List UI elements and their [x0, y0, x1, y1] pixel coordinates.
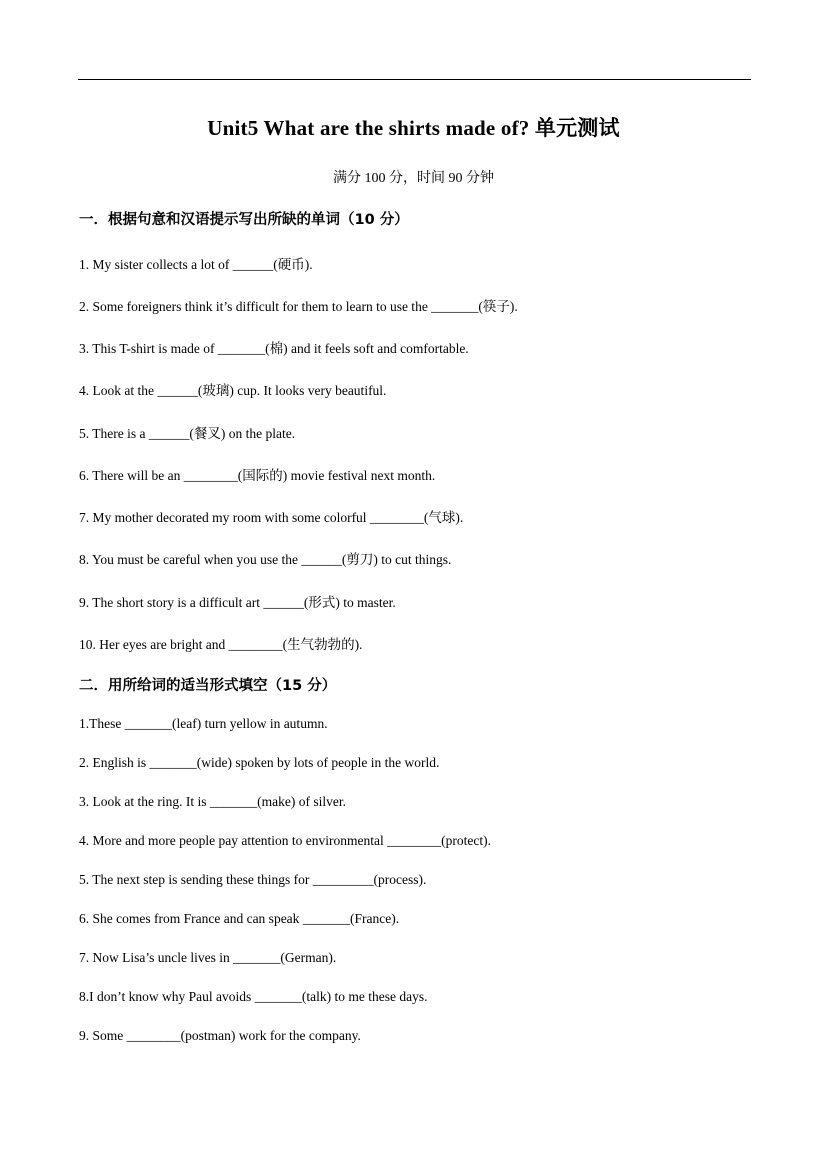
- section-2-item: 8.I don’t know why Paul avoids _______(talk) to me these days.: [79, 989, 428, 1004]
- section-2-heading: 二．用所给词的适当形式填空（15 分）: [79, 678, 337, 694]
- section-1-item: 1. My sister collects a lot of ______(硬币).: [79, 257, 313, 272]
- section-1-heading: 一．根据句意和汉语提示写出所缺的单词（10 分）: [79, 212, 409, 228]
- section-1-item: 5. There is a ______(餐叉) on the plate.: [79, 426, 296, 441]
- section-1-item: 9. The short story is a difficult art ______(形式) to master.: [79, 595, 396, 610]
- section-2-item: 1.These _______(leaf) turn yellow in autumn.: [79, 716, 328, 731]
- section-1-item: 7. My mother decorated my room with some colorful ________(气球).: [79, 510, 464, 525]
- section-2-item: 2. English is _______(wide) spoken by lots of people in the world.: [79, 755, 440, 770]
- header-rule: [78, 79, 751, 80]
- section-1-item: 10. Her eyes are bright and ________(生气勃勃的).: [79, 637, 363, 652]
- section-1-item: 4. Look at the ______(玻璃) cup. It looks very beautiful.: [79, 383, 387, 398]
- section-1-item: 3. This T-shirt is made of _______(棉) and it feels soft and comfortable.: [79, 341, 469, 356]
- section-2-item: 7. Now Lisa’s uncle lives in _______(German).: [79, 950, 337, 965]
- section-1-item: 6. There will be an ________(国际的) movie festival next month.: [79, 468, 436, 483]
- section-2-item: 9. Some ________(postman) work for the company.: [79, 1028, 361, 1043]
- section-1-item: 2. Some foreigners think it’s difficult for them to learn to use the _______(筷子).: [79, 299, 518, 314]
- section-1-item: 8. You must be careful when you use the ______(剪刀) to cut things.: [79, 552, 452, 567]
- section-2-item: 4. More and more people pay attention to environmental ________(protect).: [79, 833, 492, 848]
- score-time-note: 满分 100 分，时间 90 分钟: [333, 171, 494, 186]
- page-title: Unit5 What are the shirts made of? 单元测试: [207, 116, 620, 140]
- section-2-item: 6. She comes from France and can speak _______(France).: [79, 911, 400, 926]
- section-2-item: 3. Look at the ring. It is _______(make) of silver.: [79, 794, 346, 809]
- section-2-item: 5. The next step is sending these things for _________(process).: [79, 872, 427, 887]
